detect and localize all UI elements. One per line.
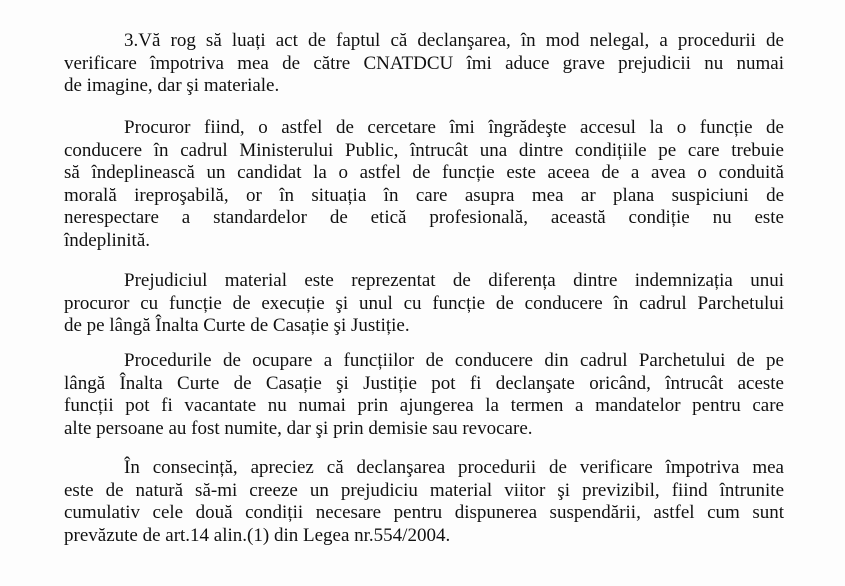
paragraph-line: Procedurile de ocupare a funcțiilor de conducere din cadrul Parchetului de pe xyxy=(124,350,784,371)
paragraph-line: Prejudiciul material este reprezentat de diferența dintre indemnizația unui xyxy=(124,270,784,291)
paragraph-2 xyxy=(64,117,784,252)
paragraph-line: alte persoane au fost numite, dar şi prin demisie sau revocare. xyxy=(64,417,533,439)
paragraph-line: verificare împotriva mea de către CNATDCU îmi aduce grave prejudicii nu numai xyxy=(64,52,784,74)
paragraph-line: funcții pot fi vacantate nu numai prin ajungerea la termen a mandatelor pentru care xyxy=(64,395,784,416)
paragraph-line: de imagine, dar şi materiale. xyxy=(64,75,280,96)
paragraph-line: morală ireproşabilă, or în situația în care asupra mea ar plana suspiciuni de xyxy=(64,184,784,206)
paragraph-line: să îndeplinească un candidat la o astfel de funcție este aceea de a avea o conduită xyxy=(64,162,784,183)
paragraph-3 xyxy=(64,270,784,338)
paragraph-line: prevăzute de art.14 alin.(1) din Legea nr.554/2004. xyxy=(64,524,451,546)
paragraph-line: În consecință, apreciez că declanşarea procedurii de verificare împotriva mea xyxy=(124,457,784,478)
paragraph-line: nerespectare a standardelor de etică profesională, această condiție nu este xyxy=(64,207,784,228)
paragraph-line: Procuror fiind, o astfel de cercetare îmi îngrădeşte accesul la o funcție de xyxy=(124,117,784,138)
paragraph-1 xyxy=(64,30,784,98)
paragraph-4 xyxy=(64,350,784,440)
paragraph-line: procuror cu funcție de execuție şi unul cu funcție de conducere în cadrul Parchetului xyxy=(64,292,784,314)
paragraph-line: cumulativ cele două condiții necesare pentru dispunerea suspendării, astfel cum sunt xyxy=(64,502,784,523)
paragraph-5 xyxy=(64,457,784,547)
paragraph-line: lângă Înalta Curte de Casație şi Justiție pot fi declanşate oricând, întrucât aceste xyxy=(64,372,784,394)
paragraph-line: conducere în cadrul Ministerului Public, întrucât una dintre condițiile pe care trebuie xyxy=(64,139,784,161)
paragraph-line: 3.Vă rog să luați act de faptul că declanşarea, în mod nelegal, a procedurii de xyxy=(124,30,784,51)
paragraph-line: este de natură să-mi creeze un prejudiciu material viitor şi previzibil, fiind întrunite xyxy=(64,479,784,501)
paragraph-line: de pe lângă Înalta Curte de Casație şi Justiție. xyxy=(64,315,410,336)
paragraph-line: îndeplinită. xyxy=(64,229,151,251)
